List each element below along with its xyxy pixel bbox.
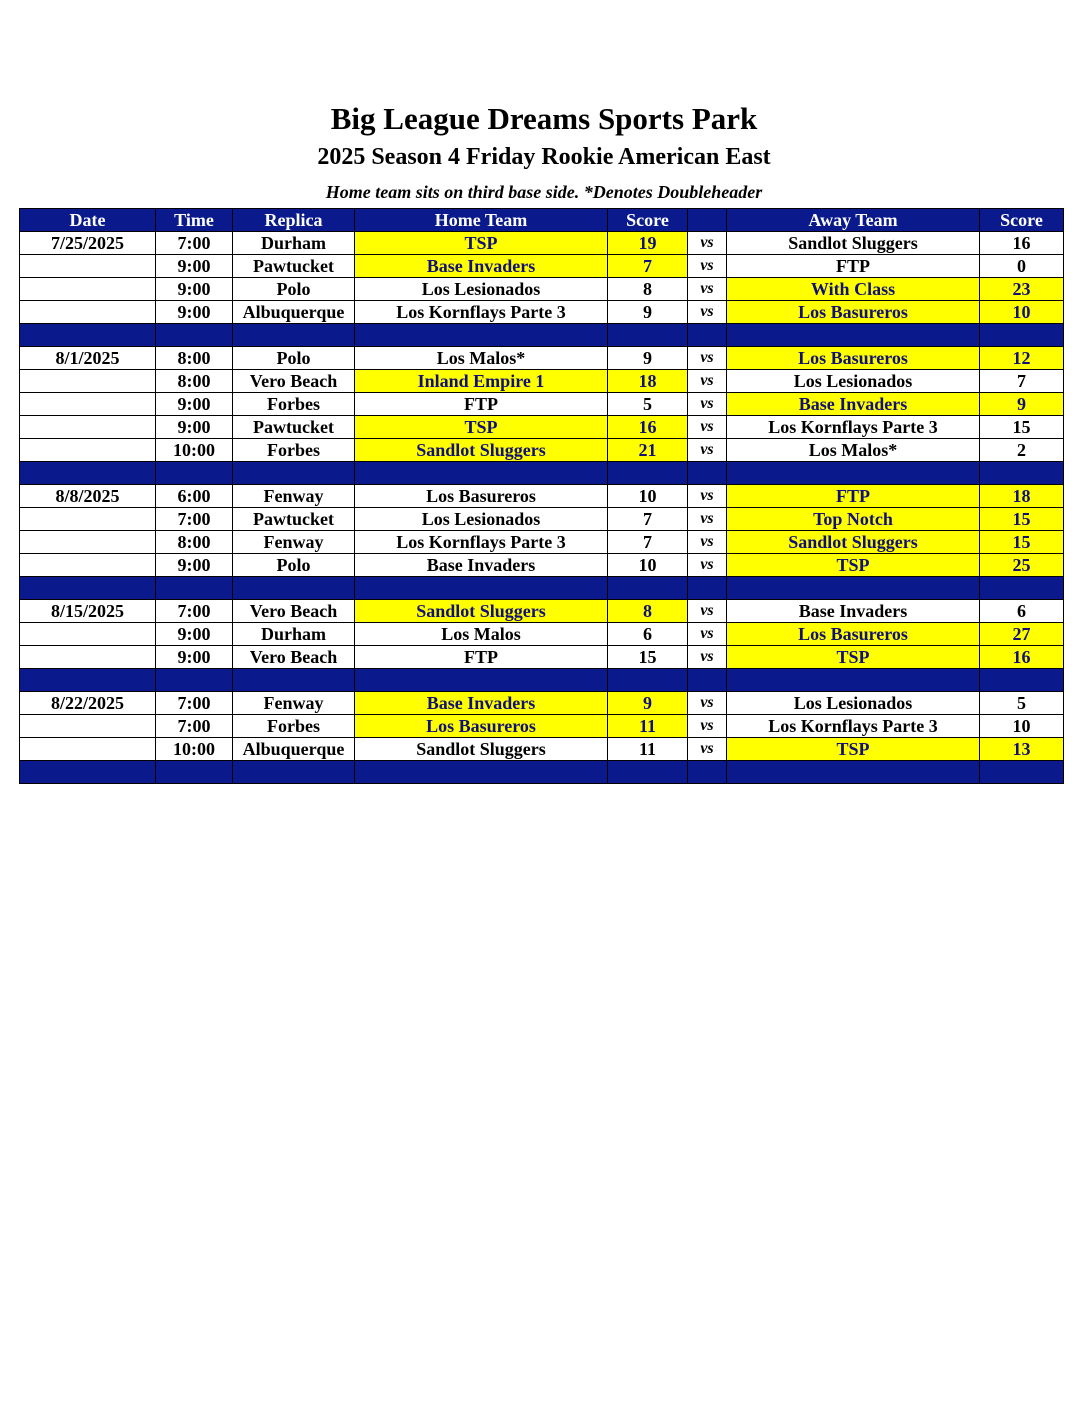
time-cell: 8:00 xyxy=(156,370,233,393)
home-score-cell: 6 xyxy=(608,623,688,646)
schedule-table xyxy=(19,208,1064,784)
away-team-cell: FTP xyxy=(727,255,980,278)
time-cell: 7:00 xyxy=(156,232,233,255)
week-separator-row xyxy=(20,577,1064,600)
away-score-cell: 23 xyxy=(980,278,1064,301)
date-cell: 8/1/2025 xyxy=(20,347,156,370)
schedule-note: Home team sits on third base side. *Denotes Doubleheader xyxy=(325,182,763,202)
away-team-cell: Los Basureros xyxy=(727,301,980,324)
separator-cell xyxy=(980,761,1064,784)
away-score-cell: 9 xyxy=(980,393,1064,416)
separator-cell xyxy=(156,462,233,485)
time-cell: 9:00 xyxy=(156,623,233,646)
page-subtitle: 2025 Season 4 Friday Rookie American East xyxy=(317,144,771,170)
home-score-cell: 10 xyxy=(608,485,688,508)
home-score-cell: 11 xyxy=(608,738,688,761)
home-team-cell: Los Malos* xyxy=(355,347,608,370)
replica-cell: Pawtucket xyxy=(233,255,355,278)
home-team-cell: Inland Empire 1 xyxy=(355,370,608,393)
separator-cell xyxy=(608,761,688,784)
replica-cell: Fenway xyxy=(233,692,355,715)
home-team-cell: Los Lesionados xyxy=(355,508,608,531)
week-separator-row xyxy=(20,324,1064,347)
separator-cell xyxy=(727,669,980,692)
home-team-cell: Base Invaders xyxy=(355,692,608,715)
game-row xyxy=(20,370,1064,393)
home-team-cell: Los Lesionados xyxy=(355,278,608,301)
home-team-cell: Base Invaders xyxy=(355,554,608,577)
away-score-cell: 25 xyxy=(980,554,1064,577)
game-row xyxy=(20,439,1064,462)
date-cell: 8/22/2025 xyxy=(20,692,156,715)
away-team-cell: Los Lesionados xyxy=(727,692,980,715)
separator-cell xyxy=(233,462,355,485)
date-cell xyxy=(20,738,156,761)
game-row xyxy=(20,692,1064,715)
col-header-away-score: Score xyxy=(980,209,1064,232)
replica-cell: Polo xyxy=(233,278,355,301)
separator-cell xyxy=(20,324,156,347)
vs-cell: vs xyxy=(688,646,727,669)
away-score-cell: 10 xyxy=(980,301,1064,324)
replica-cell: Vero Beach xyxy=(233,600,355,623)
separator-cell xyxy=(688,462,727,485)
away-score-cell: 15 xyxy=(980,416,1064,439)
vs-cell: vs xyxy=(688,439,727,462)
time-cell: 7:00 xyxy=(156,600,233,623)
away-team-cell: Los Basureros xyxy=(727,347,980,370)
date-cell xyxy=(20,393,156,416)
away-score-cell: 18 xyxy=(980,485,1064,508)
separator-cell xyxy=(156,324,233,347)
home-team-cell: Los Kornflays Parte 3 xyxy=(355,531,608,554)
replica-cell: Forbes xyxy=(233,439,355,462)
date-cell: 7/25/2025 xyxy=(20,232,156,255)
separator-cell xyxy=(156,669,233,692)
away-team-cell: Los Malos* xyxy=(727,439,980,462)
away-team-cell: Los Basureros xyxy=(727,623,980,646)
separator-cell xyxy=(727,577,980,600)
home-team-cell: Base Invaders xyxy=(355,255,608,278)
date-cell xyxy=(20,255,156,278)
separator-cell xyxy=(688,324,727,347)
game-row xyxy=(20,485,1064,508)
away-team-cell: Los Lesionados xyxy=(727,370,980,393)
separator-cell xyxy=(355,761,608,784)
header-row xyxy=(20,209,1064,232)
time-cell: 9:00 xyxy=(156,301,233,324)
game-row xyxy=(20,416,1064,439)
away-score-cell: 7 xyxy=(980,370,1064,393)
game-row xyxy=(20,715,1064,738)
time-cell: 9:00 xyxy=(156,646,233,669)
away-score-cell: 0 xyxy=(980,255,1064,278)
time-cell: 10:00 xyxy=(156,738,233,761)
separator-cell xyxy=(20,577,156,600)
replica-cell: Forbes xyxy=(233,393,355,416)
home-score-cell: 15 xyxy=(608,646,688,669)
separator-cell xyxy=(727,462,980,485)
separator-cell xyxy=(980,324,1064,347)
separator-cell xyxy=(980,462,1064,485)
replica-cell: Fenway xyxy=(233,485,355,508)
separator-cell xyxy=(355,324,608,347)
date-cell: 8/15/2025 xyxy=(20,600,156,623)
home-team-cell: Sandlot Sluggers xyxy=(355,600,608,623)
date-cell xyxy=(20,646,156,669)
away-team-cell: FTP xyxy=(727,485,980,508)
away-team-cell: TSP xyxy=(727,554,980,577)
separator-cell xyxy=(355,669,608,692)
home-score-cell: 9 xyxy=(608,692,688,715)
page-title: Big League Dreams Sports Park xyxy=(330,101,758,136)
vs-cell: vs xyxy=(688,416,727,439)
date-cell xyxy=(20,554,156,577)
away-team-cell: Base Invaders xyxy=(727,393,980,416)
game-row xyxy=(20,646,1064,669)
time-cell: 8:00 xyxy=(156,347,233,370)
vs-cell: vs xyxy=(688,347,727,370)
time-cell: 7:00 xyxy=(156,508,233,531)
separator-cell xyxy=(608,577,688,600)
col-header-home-team: Home Team xyxy=(355,209,608,232)
replica-cell: Pawtucket xyxy=(233,508,355,531)
home-score-cell: 9 xyxy=(608,301,688,324)
home-team-cell: Los Kornflays Parte 3 xyxy=(355,301,608,324)
separator-cell xyxy=(727,761,980,784)
replica-cell: Albuquerque xyxy=(233,301,355,324)
game-row xyxy=(20,508,1064,531)
home-score-cell: 7 xyxy=(608,508,688,531)
col-header-date: Date xyxy=(20,209,156,232)
away-team-cell: Los Kornflays Parte 3 xyxy=(727,715,980,738)
separator-cell xyxy=(156,577,233,600)
home-team-cell: Los Basureros xyxy=(355,485,608,508)
replica-cell: Vero Beach xyxy=(233,370,355,393)
home-score-cell: 7 xyxy=(608,255,688,278)
time-cell: 6:00 xyxy=(156,485,233,508)
col-header-away-team: Away Team xyxy=(727,209,980,232)
separator-cell xyxy=(233,577,355,600)
time-cell: 9:00 xyxy=(156,278,233,301)
separator-cell xyxy=(688,761,727,784)
home-team-cell: Los Basureros xyxy=(355,715,608,738)
separator-cell xyxy=(233,669,355,692)
away-score-cell: 15 xyxy=(980,531,1064,554)
replica-cell: Polo xyxy=(233,554,355,577)
home-team-cell: Sandlot Sluggers xyxy=(355,738,608,761)
home-score-cell: 16 xyxy=(608,416,688,439)
col-header-home-score: Score xyxy=(608,209,688,232)
away-team-cell: Sandlot Sluggers xyxy=(727,531,980,554)
game-row xyxy=(20,232,1064,255)
home-score-cell: 18 xyxy=(608,370,688,393)
time-cell: 7:00 xyxy=(156,692,233,715)
game-row xyxy=(20,531,1064,554)
date-cell xyxy=(20,370,156,393)
vs-cell: vs xyxy=(688,370,727,393)
time-cell: 9:00 xyxy=(156,416,233,439)
vs-cell: vs xyxy=(688,738,727,761)
vs-cell: vs xyxy=(688,508,727,531)
time-cell: 10:00 xyxy=(156,439,233,462)
home-score-cell: 10 xyxy=(608,554,688,577)
game-row xyxy=(20,600,1064,623)
date-cell: 8/8/2025 xyxy=(20,485,156,508)
replica-cell: Albuquerque xyxy=(233,738,355,761)
week-separator-row xyxy=(20,462,1064,485)
game-row xyxy=(20,623,1064,646)
date-cell xyxy=(20,623,156,646)
separator-cell xyxy=(688,669,727,692)
vs-cell: vs xyxy=(688,715,727,738)
vs-cell: vs xyxy=(688,278,727,301)
replica-cell: Forbes xyxy=(233,715,355,738)
vs-cell: vs xyxy=(688,600,727,623)
separator-cell xyxy=(233,324,355,347)
separator-cell xyxy=(355,462,608,485)
time-cell: 9:00 xyxy=(156,393,233,416)
home-score-cell: 9 xyxy=(608,347,688,370)
separator-cell xyxy=(688,577,727,600)
away-score-cell: 6 xyxy=(980,600,1064,623)
home-score-cell: 21 xyxy=(608,439,688,462)
away-score-cell: 2 xyxy=(980,439,1064,462)
vs-cell: vs xyxy=(688,554,727,577)
separator-cell xyxy=(608,324,688,347)
home-score-cell: 8 xyxy=(608,278,688,301)
replica-cell: Polo xyxy=(233,347,355,370)
home-team-cell: TSP xyxy=(355,416,608,439)
vs-cell: vs xyxy=(688,531,727,554)
replica-cell: Durham xyxy=(233,232,355,255)
date-cell xyxy=(20,416,156,439)
separator-cell xyxy=(980,577,1064,600)
away-team-cell: Sandlot Sluggers xyxy=(727,232,980,255)
away-score-cell: 15 xyxy=(980,508,1064,531)
home-score-cell: 5 xyxy=(608,393,688,416)
separator-cell xyxy=(608,669,688,692)
home-team-cell: FTP xyxy=(355,646,608,669)
away-score-cell: 10 xyxy=(980,715,1064,738)
separator-cell xyxy=(727,324,980,347)
away-score-cell: 16 xyxy=(980,646,1064,669)
vs-cell: vs xyxy=(688,692,727,715)
game-row xyxy=(20,738,1064,761)
home-score-cell: 11 xyxy=(608,715,688,738)
replica-cell: Durham xyxy=(233,623,355,646)
vs-cell: vs xyxy=(688,232,727,255)
replica-cell: Pawtucket xyxy=(233,416,355,439)
schedule-body xyxy=(20,232,1064,784)
replica-cell: Fenway xyxy=(233,531,355,554)
home-score-cell: 8 xyxy=(608,600,688,623)
game-row xyxy=(20,255,1064,278)
col-header-vs xyxy=(688,209,727,232)
separator-cell xyxy=(20,761,156,784)
away-team-cell: Top Notch xyxy=(727,508,980,531)
away-team-cell: Base Invaders xyxy=(727,600,980,623)
home-team-cell: Sandlot Sluggers xyxy=(355,439,608,462)
week-separator-row xyxy=(20,669,1064,692)
game-row xyxy=(20,301,1064,324)
separator-cell xyxy=(156,761,233,784)
separator-cell xyxy=(980,669,1064,692)
replica-cell: Vero Beach xyxy=(233,646,355,669)
week-separator-row xyxy=(20,761,1064,784)
separator-cell xyxy=(233,761,355,784)
away-score-cell: 16 xyxy=(980,232,1064,255)
date-cell xyxy=(20,439,156,462)
home-team-cell: FTP xyxy=(355,393,608,416)
separator-cell xyxy=(20,462,156,485)
col-header-replica: Replica xyxy=(233,209,355,232)
separator-cell xyxy=(355,577,608,600)
time-cell: 9:00 xyxy=(156,255,233,278)
away-team-cell: TSP xyxy=(727,738,980,761)
time-cell: 8:00 xyxy=(156,531,233,554)
away-score-cell: 12 xyxy=(980,347,1064,370)
away-score-cell: 5 xyxy=(980,692,1064,715)
game-row xyxy=(20,347,1064,370)
date-cell xyxy=(20,531,156,554)
away-team-cell: Los Kornflays Parte 3 xyxy=(727,416,980,439)
home-score-cell: 19 xyxy=(608,232,688,255)
home-team-cell: TSP xyxy=(355,232,608,255)
separator-cell xyxy=(20,669,156,692)
col-header-time: Time xyxy=(156,209,233,232)
date-cell xyxy=(20,301,156,324)
vs-cell: vs xyxy=(688,623,727,646)
date-cell xyxy=(20,508,156,531)
vs-cell: vs xyxy=(688,393,727,416)
game-row xyxy=(20,554,1064,577)
game-row xyxy=(20,393,1064,416)
vs-cell: vs xyxy=(688,301,727,324)
away-team-cell: TSP xyxy=(727,646,980,669)
separator-cell xyxy=(608,462,688,485)
game-row xyxy=(20,278,1064,301)
away-team-cell: With Class xyxy=(727,278,980,301)
home-team-cell: Los Malos xyxy=(355,623,608,646)
home-score-cell: 7 xyxy=(608,531,688,554)
time-cell: 9:00 xyxy=(156,554,233,577)
vs-cell: vs xyxy=(688,255,727,278)
date-cell xyxy=(20,715,156,738)
vs-cell: vs xyxy=(688,485,727,508)
away-score-cell: 13 xyxy=(980,738,1064,761)
away-score-cell: 27 xyxy=(980,623,1064,646)
time-cell: 7:00 xyxy=(156,715,233,738)
date-cell xyxy=(20,278,156,301)
